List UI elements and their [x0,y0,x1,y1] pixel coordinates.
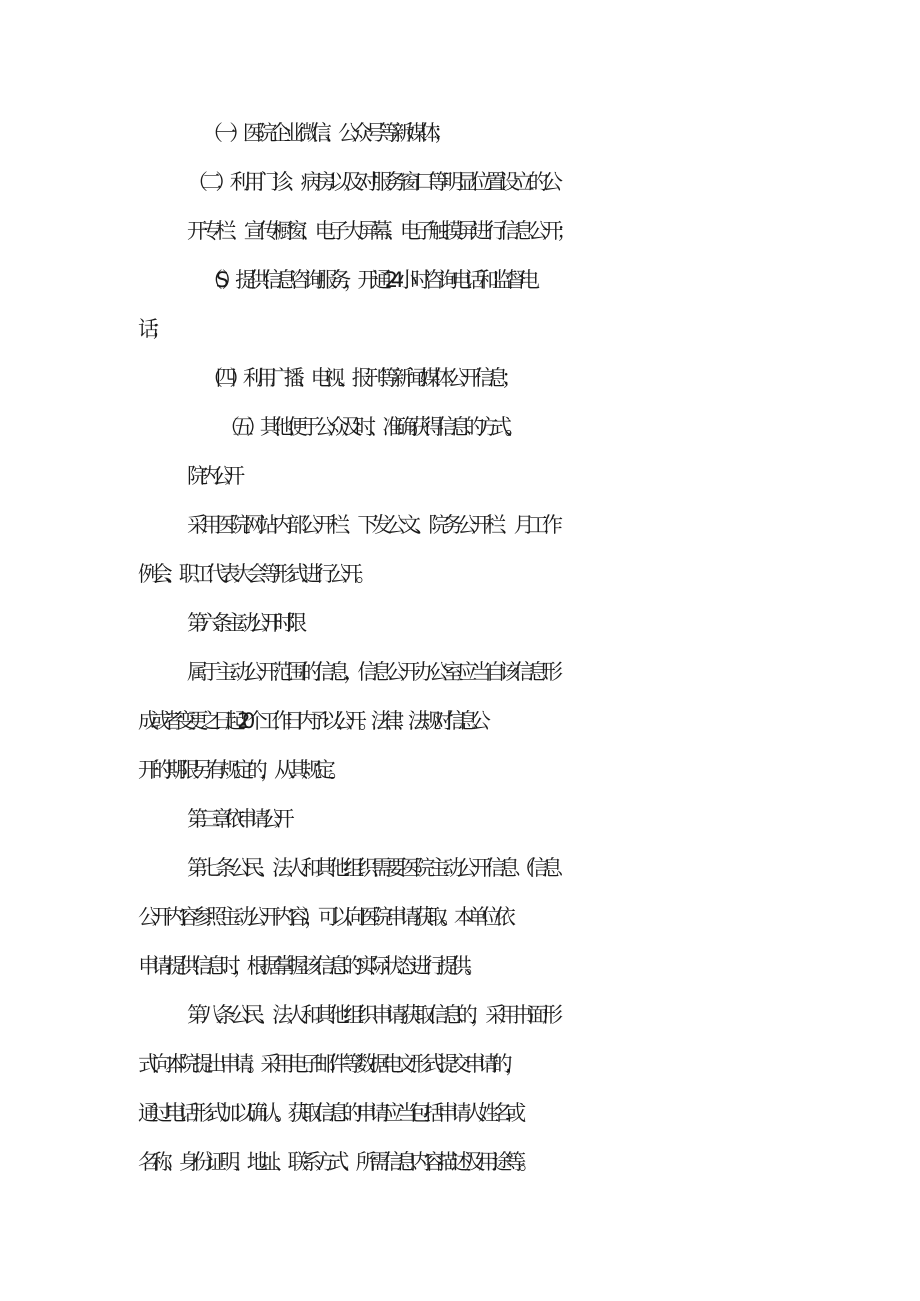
paragraph-line: 例会、职工代表大会等形式进行公开。 [138,562,370,586]
paragraph-line: 成或者变更之日起20个工作日内予以公开。法律、法规对信息公 [138,709,483,733]
paragraph-line: （二）利用门诊、病房以及对服务窗口等明显位置设立的公 [187,170,557,194]
paragraph-line: 第七条公民、法人和其他组织需要医院主动公开信息（信息 [187,856,557,880]
section-heading: 院内公开 [187,464,237,488]
chapter-heading: 第三章依申请公开 [187,807,287,831]
paragraph-line: 式向本院提出申请。采用电子邮件等数据电文形式提交申请的， [138,1052,519,1076]
paragraph-line: （四）利用广播、电视、报刊等新闻媒体公开信息； [202,366,515,390]
paragraph-line: （一）医院企业微信、公众号等新媒体； [202,121,447,145]
paragraph-line: 采用医院网站内部公开栏、下发公文、院务公开栏、月工作 [187,513,557,537]
article-heading: 第六条主动公开时限 [187,611,299,635]
paragraph-line: 申请提供信息时，根据掌握该信息的实际状态进行提供。 [138,954,478,978]
paragraph-line: 话； [138,317,164,341]
paragraph-line: 第八条公民、法人和其他组织申请获取信息的，采用书面形 [187,1003,557,1027]
paragraph-line: 通过电话形式加以确认。获取信息的申请应当包括申请人姓名或 [138,1101,519,1125]
paragraph-line: 开专栏、宣传橱窗、电子大屏幕、电子触摸屏进行信息公开； [187,219,571,243]
paragraph-line: （S）提供信息咨询服务，开通24小时咨询电话和监督电 [202,268,533,292]
paragraph-line: （五）其他便于公众及时、准确获得信息的方式。 [219,415,519,439]
paragraph-line: 公开内容参照主动公开内容），可以向医院申请获取。本单位依 [138,905,509,929]
paragraph-line: 名称、身份证明、地址、联系方式、所需信息内容描述及用途等。 [138,1150,533,1174]
paragraph-line: 属于主动公开范围的信息，信息公开办公室应当自该信息形 [187,660,557,684]
paragraph-line: 开的期限另有规定的，从其规定。 [138,758,342,782]
